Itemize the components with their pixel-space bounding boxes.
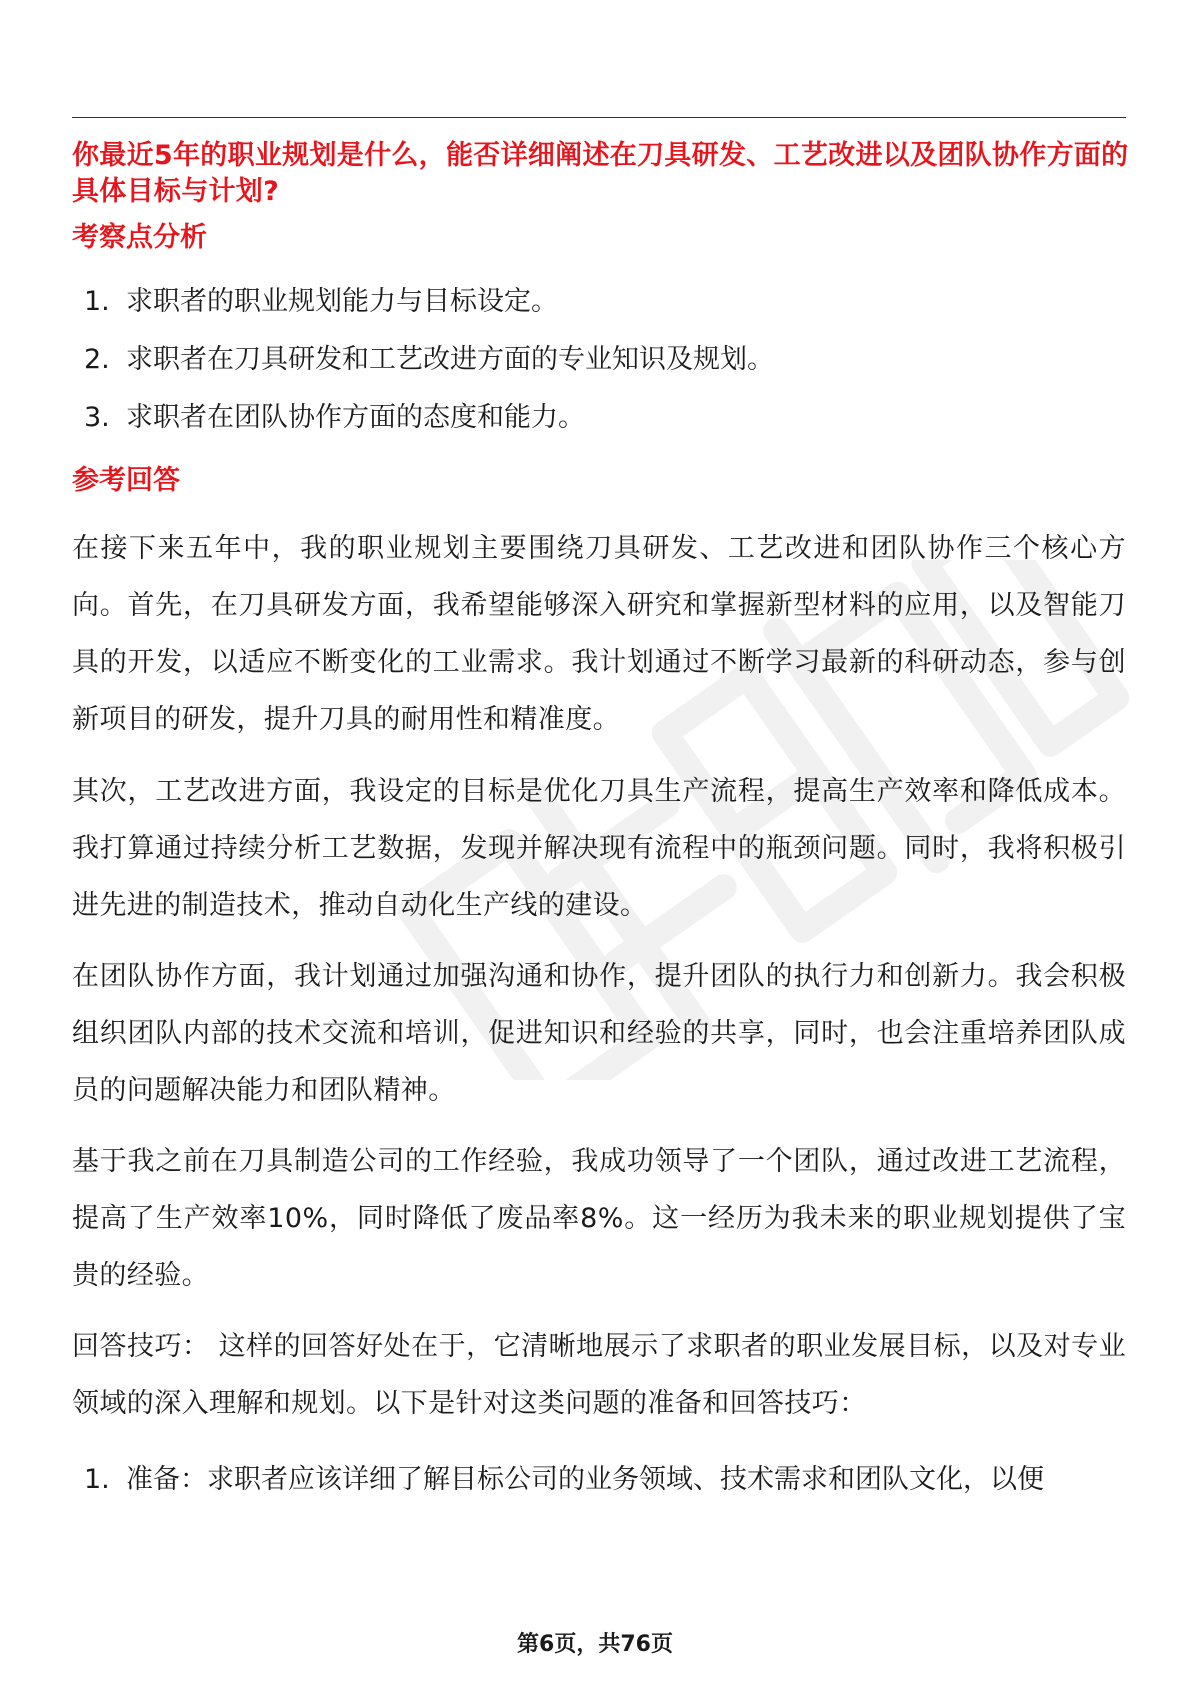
list-item-text: 准备：求职者应该详细了解目标公司的业务领域、技术需求和团队文化，以便 [126,1464,1044,1495]
answer-paragraph-2: 其次，工艺改进方面，我设定的目标是优化刀具生产流程，提高生产效率和降低成本。我打算通过持续分析工艺数据，发现并解决现有流程中的瓶颈问题。同时，我将积极引进先进的制造技术，推动自动化生产线的建设。 [72,776,1126,921]
list-item [84,1462,1130,1520]
list-item-number: 2. [84,344,110,375]
list-item-number: 3. [84,402,110,433]
list-item-text: 求职者在刀具研发和工艺改进方面的专业知识及规划。 [126,344,774,375]
answer-tips-intro: 回答技巧： 这样的回答好处在于，它清晰地展示了求职者的职业发展目标，以及对专业领域的深入理解和规划。以下是针对这类问题的准备和回答技巧： [72,1331,1126,1419]
list-item [84,284,1130,342]
tips-list [84,1462,1130,1520]
answer-paragraph-1: 在接下来五年中，我的职业规划主要围绕刀具研发、工艺改进和团队协作三个核心方向。首先，在刀具研发方面，我希望能够深入研究和掌握新型材料的应用，以及智能刀具的开发，以适应不断变化的工业需求。我计划通过不断学习最新的科研动态，参与创新项目的研发，提升刀具的耐用性和精准度。 [72,533,1126,735]
list-item-number: 1. [84,286,110,317]
list-item [84,400,1130,458]
list-item-text: 求职者的职业规划能力与目标设定。 [126,286,558,317]
header-rule [72,117,1126,118]
answer-paragraph-4: 基于我之前在刀具制造公司的工作经验，我成功领导了一个团队，通过改进工艺流程，提高了生产效率10%，同时降低了废品率8%。这一经历为我未来的职业规划提供了宝贵的经验。 [72,1146,1126,1291]
answer-paragraph-3: 在团队协作方面，我计划通过加强沟通和协作，提升团队的执行力和创新力。我会积极组织团队内部的技术交流和培训，促进知识和经验的共享，同时，也会注重培养团队成员的问题解决能力和团队精神。 [72,961,1126,1106]
list-item-number: 1. [84,1464,110,1495]
list-item-text: 求职者在团队协作方面的态度和能力。 [126,402,585,433]
answer-title: 参考回答 [72,465,180,496]
question-heading: 你最近5年的职业规划是什么，能否详细阐述在刀具研发、工艺改进以及团队协作方面的具体目标与计划? [72,140,1129,207]
page-number-footer: 第6页，共76页 [517,1632,673,1657]
analysis-list [84,284,1130,458]
analysis-title: 考察点分析 [72,222,207,253]
list-item [84,342,1130,400]
